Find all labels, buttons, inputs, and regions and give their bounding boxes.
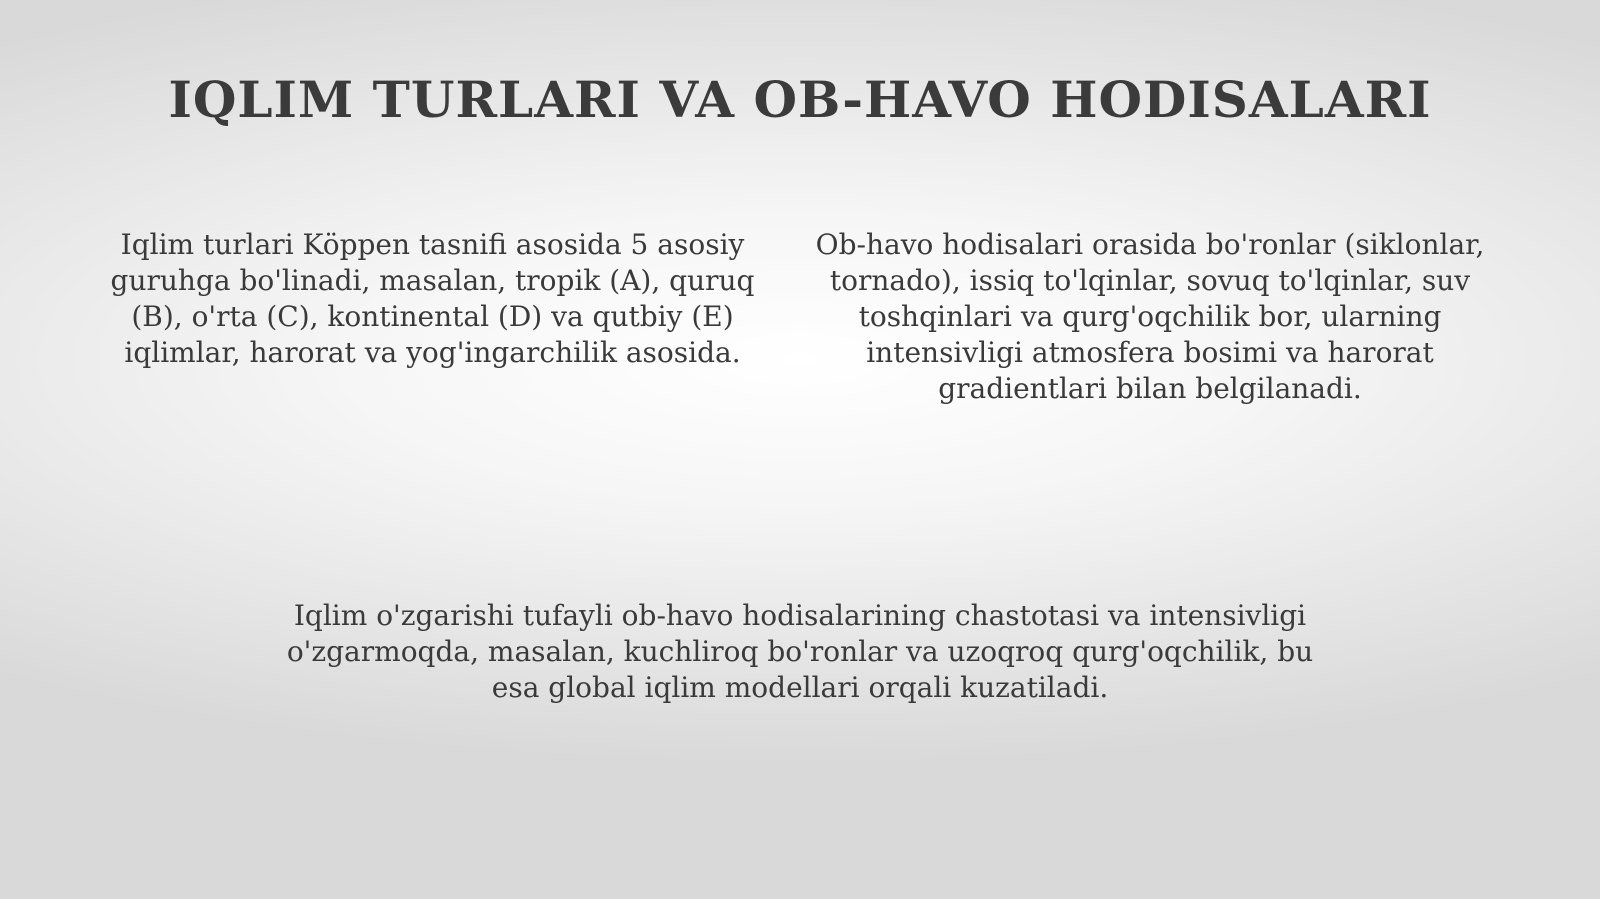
slide-title: IQLIM TURLARI VA OB-HAVO HODISALARI <box>168 70 1432 129</box>
climate-change-text: Iqlim o'zgarishi tufayli ob-havo hodisalarining chastotasi va intensivligi o'zgarmoqda, masalan, kuchliroq bo'ronlar va uzoqroq qurg'oqchilik, bu esa global iqlim modellari orqali kuzatiladi. <box>286 599 1314 704</box>
weather-events-text: Ob-havo hodisalari orasida bo'ronlar (siklonlar, tornado), issiq to'lqinlar, sovuq to'lqinlar, suv toshqinlari va qurg'oqchilik bor, ularning intensivligi atmosfera bosimi va harorat gradientlari bilan belgilanadi. <box>815 228 1485 405</box>
climate-types-text: Iqlim turlari Köppen tasnifi asosida 5 asosiy guruhga bo'linadi, masalan, tropik (A), quruq (B), o'rta (C), kontinental (D) va qutbiy (E) iqlimlar, harorat va yog'ingarchilik asosida. <box>110 228 755 369</box>
